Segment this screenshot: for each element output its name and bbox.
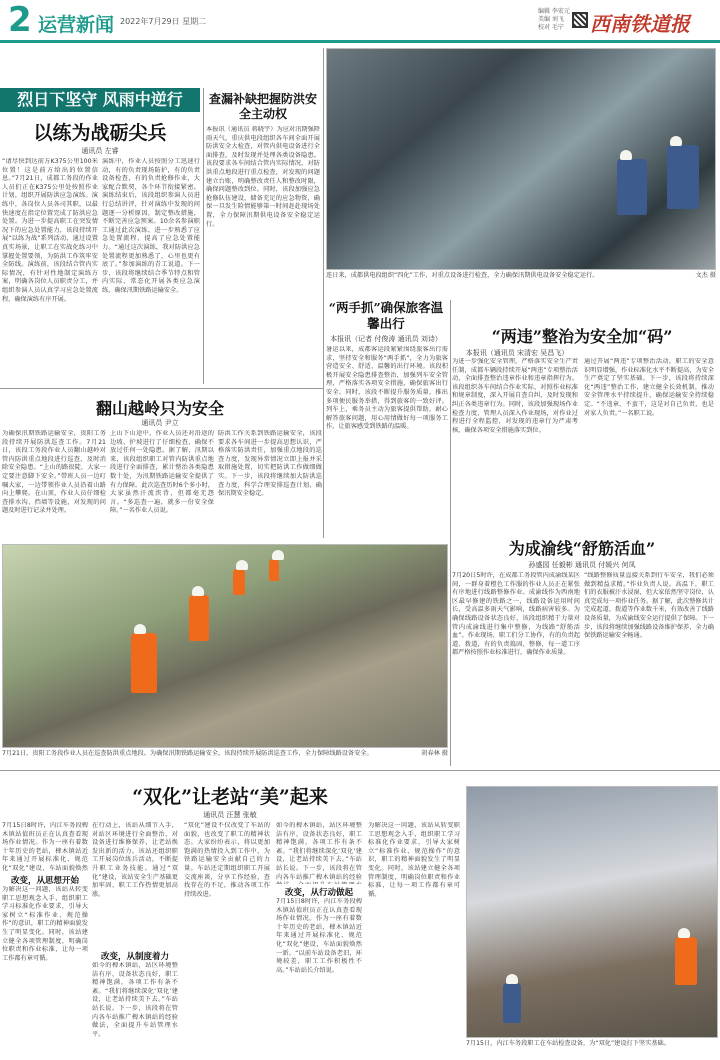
- qr-code-icon: [572, 12, 588, 28]
- photo-caption: [2, 750, 448, 766]
- section-divider: [0, 770, 720, 771]
- article-body: 本报讯（通讯员 蒋晓宇）为应对汛期强降雨天气，重庆供电段组织各车间全面开展防洪安全大检查，对管内供电设备进行全面排查，及时发现并处理各类设备隐患。该段要求各车间结合管内实际情况，对防洪重点地段进行重点检查，对发现的问题建立台账，明确整改责任人和整改时限，确保问题整改到位。同时，该段加强应急抢修队伍建设，储备充足的应急物资，确保一旦发生险情能够第一时间赶赴现场处置，全力保障汛期供电设备安全稳定运行。: [206, 126, 320, 228]
- article-body: 7月15日8时许，内江车务段椑木镇站值班员正在认真查看现场作业情况。作为一座有着数十年历史的老站，椑木镇站近年来通过开展标准化、规范化“双化”建设，车站面貌焕然一新。“以前车站设备老旧，环境较差，职工工作积极性不高。”车站站长介绍说。: [276, 898, 362, 974]
- article-body: “双化”建设不仅改变了车站的面貌，也改变了职工的精神状态。大家纷纷表示，将以更加饱满的热情投入到工作中，为铁路运输安全贡献自己的力量。车站还定期组织职工开展交流座谈，分享工作经验，查找存在的不足，推动各项工作持续改进。: [184, 822, 270, 898]
- equipment-inspection-photo: [326, 48, 716, 270]
- column-divider: [323, 48, 324, 538]
- credit-line: 编辑 李宏元: [538, 8, 570, 15]
- caption-text: 连日来，成都供电段组织“四化”工作，对重点设备进行检查，全力确保汛期供电设备安全稳定运行。: [326, 272, 599, 279]
- section-divider: [0, 388, 323, 389]
- column-divider: [450, 300, 451, 766]
- article-body: “线路整修质量直接关系到行车安全，我们必须做到精益求精。”作业负责人说。高温下，职工们的衣服被汗水浸湿，但大家依然坚守岗位，认真完成每一项作业任务。据了解，此次整修共计完成起道、拨道等作业数千米，有效改善了线路设备质量，为成渝线安全运行提供了保障。下一步，该段将继续加强线路设备维护保养，全力确保铁路运输安全畅通。: [584, 572, 714, 640]
- article-body: 为确保汛期铁路运输安全，贵阳工务段持续开展防洪巡查工作。7月21日，该段工务段作业人员翻山越岭对管内防洪重点地段进行巡查，及时消除安全隐患。“上山的路很陡，大家一定要注意脚下安全。”带班人员一边叮嘱大家，一边带领作业人员沿着山路向上攀爬。在山顶，作业人员仔细检查排水沟、挡墙等设施，对发现的问题及时进行记录并处理。: [2, 430, 106, 515]
- station-work-photo: [466, 786, 718, 1038]
- article-body: 演练中，作业人员按照分工迅速行动，有的负责现场防护，有的负责设备检查，有的负责抢修作业，大家配合默契，各个环节衔接紧密。演练结束后，该段组织参演人员进行总结讲评，针对演练中发现的问题逐一分析原因，制定整改措施，不断完善应急预案。10余名参演职工通过此次演练，进一步熟悉了应急处置流程，提高了应急处置能力。“通过这次演练，我对防洪应急处置流程更加熟悉了，心里也更有底了。”参加演练的青工说道。下一步，该段将继续结合季节特点和管内实际，常态化开展各类应急演练，确保汛期铁路运输安全。: [102, 158, 200, 294]
- article-body: 上山下山途中，作业人员还对沿途的边坡、护坡进行了仔细检查，确保不放过任何一处隐患。据了解，汛期以来，该段组织职工对管内防洪重点地段进行全面排查，累计整治各类隐患数十处，为汛期铁路运输安全提供了有力保障。此次巡查历时6个多小时，大家虽然汗流浃背，但都毫无怨言。“多巡查一遍，就多一份安全保障。”一名作业人员说。: [110, 430, 214, 515]
- article-title: “双化”让老站“美”起来: [132, 786, 328, 808]
- article-body: “请尽快到达前方K375公里100米位置！这是前方给出的位置信息。”7月21日，成都工务段的作业人员们正在K375公里处按照作业计划，组织开展防洪应急演练。演练中，各岗位人员各司其职，以最快速度在指定位置完成了防洪应急处置。为进一步提高职工在突发情况下的应急处置能力，该段持续开展“以练为战”系列活动，通过设置真实场景，让职工在实战化练习中掌握处置要领，为防洪工作筑牢安全防线。演练前，该段结合管内实际情况，有针对性地制定演练方案，明确各岗位人员职责分工，并组织参演人员认真学习应急处置流程，确保演练有序开展。: [2, 158, 98, 303]
- header-rule: [0, 40, 720, 43]
- article-body: 暑运以来，成都客运段紧紧围绕旅客出行需求，坚持安全和服务“两手抓”，全力为旅客营造安全、舒适、温馨的出行环境。该段积极开展安全隐患排查整治，加强列车安全管理，严格落实各项安全措施，确保旅客出行安全。同时，该段不断提升服务质量，推出多项便民服务举措，得到旅客的一致好评。列车上，乘务员主动为旅客提供帮助，耐心解答旅客问题，用心用情做好每一项服务工作，让旅客感受到铁路的温暖。: [326, 346, 448, 431]
- article-body: 7月15日8时许，内江车务段椑木镇站值班员正在认真查看现场作业情况。作为一座有着数十年历史的老站，椑木镇站近年来通过开展标准化、规范化“双化”建设，车站面貌焕然: [2, 822, 88, 872]
- page-number: 2: [8, 0, 32, 40]
- article-byline: 通讯员 左睿: [81, 147, 119, 155]
- photo-caption: 7月15日，内江车务段职工在车站检查设备，为“双化”建设打下坚实基础。: [466, 1040, 670, 1047]
- article-body: 在行动上，该站从细节入手，对站区环境进行全面整治，对设备进行维修保养，让老站焕发出新的活力。该站还组织职工开展岗位练兵活动，不断提升职工业务技能。通过“双化”建设，该站安全生产基础更加牢固，职工工作热情更加高涨。: [92, 822, 178, 898]
- article-byline: 本报讯（通讯员 宋清宏 吴昌飞）: [465, 349, 569, 357]
- article-byline: 本报讯（记者 付俊涛 通讯员 刘诗）: [330, 335, 442, 343]
- theme-banner: 烈日下坚守 风雨中逆行: [0, 88, 200, 112]
- article-subhead: 改变，从行动做起: [284, 888, 353, 898]
- article-title: “两违”整治为安全加“码”: [491, 327, 673, 346]
- article-byline: 通讯员 汪慧 张敏: [203, 811, 257, 819]
- article-title: 为成渝线“舒筋活血”: [508, 539, 656, 558]
- article-body: 防洪工作关系到铁路运输安全，该段要求各车间进一步提高思想认识，严格落实防洪责任，加强重点地段的巡查力度，发现异常情况立即上报并采取措施处置，切实把防洪工作做细做实。下一步，该段将继续加大防洪巡查力度，科学合理安排巡查计划，确保汛期安全稳定。: [218, 430, 322, 498]
- article-body: 为解决这一问题，该站从转变职工思想观念入手，组织职工学习标准化作业要求，引导大家树立“标准作业、规范操作”的意识，职工的精神面貌发生了明显变化。同时，该站建立健全各项管理制度，明确岗位职责和作业标准，让每一项工作都有章可循。: [2, 886, 88, 962]
- masthead-logo: 西南铁道报: [590, 12, 690, 36]
- article-body: 如今的椑木镇站，站区环境整洁有序，设备状态良好，职工精神饱满，各项工作有条不紊。“我们将继续深化‘双化’建设，让老站持续美下去。”车站站长说。下一步，该段将在管内各车站推广椑木镇站的经验做法，全面提升车站管理水平。: [92, 962, 178, 1038]
- article-byline: 孙盛园 任毅彬 通讯员 付媛兴 何凤: [528, 561, 636, 569]
- issue-date: 2022年7月29日 星期二: [120, 17, 207, 26]
- column-divider: [203, 88, 204, 384]
- article-byline: 通讯员 尹立: [141, 419, 179, 427]
- article-title: “两手抓”确保旅客温馨出行: [328, 300, 444, 331]
- section-title: 运营新闻: [38, 14, 115, 36]
- photo-credit: 胡春林 摄: [421, 750, 448, 757]
- credit-line: 校对 毛宁: [538, 24, 564, 31]
- photo-caption: [326, 272, 716, 298]
- article-body: 通过开展“两违”专项整治活动，职工的安全意识明显增强，作业标准化水平不断提高，为安全生产奠定了坚实基础。下一步，该段将持续深化“两违”整治工作，建立健全长效机制，推动安全管理水平持续提升，确保运输安全持续稳定。“不违章、不蛮干，这是对自己负责，也是对家人负责。”一名职工说。: [584, 358, 714, 417]
- article-title: 以练为战砺尖兵: [33, 122, 167, 144]
- photo-credit: 文杰 摄: [695, 272, 716, 279]
- railway-patrol-photo: [2, 544, 448, 748]
- article-body: 7月20日5时许，在成都工务段管内成渝线某区间，一群身着橙色工作服的作业人员正在紧张有序地进行线路整修作业。成渝线作为西南地区最早修建的铁路之一，线路设备运用时间长，受高温多雨天气影响，线路病害较多。为确保线路设备状态良好，该段组织精干力量对管内成渝线进行集中整修，为线路“舒筋活血”。作业现场，职工们分工协作，有的负责起道、拨道，有的负责捣固、整修，每一道工序都严格按照作业标准进行，确保作业质量。: [452, 572, 580, 657]
- article-title: 查漏补缺把握防洪安全主动权: [208, 92, 317, 121]
- article-body: 为解决这一问题，该站从转变职工思想观念入手，组织职工学习标准化作业要求，引导大家树立“标准作业、规范操作”的意识，职工的精神面貌发生了明显变化。同时，该站建立健全各项管理制度，明确岗位职责和作业标准，让每一项工作都有章可循。: [368, 822, 460, 898]
- article-body: 为进一步强化安全管理，严格落实安全生产责任制，成都车辆段持续开展“两违”专项整治活动，全面排查整治违章作业和违章指挥行为。该段组织各车间结合作业实际，对照作业标准和规章制度，深入开展自查自纠，及时发现和纠正各类违章行为。同时，该段加强现场作业检查力度，管理人员深入作业现场，对作业过程进行全程监控，对发现的违章行为严肃考核，确保各项安全措施落实到位。: [452, 358, 578, 434]
- credit-line: 美编 刘飞: [538, 16, 564, 23]
- article-body: 如今的椑木镇站，站区环境整洁有序，设备状态良好，职工精神饱满，各项工作有条不紊。“我们将继续深化‘双化’建设，让老站持续美下去。”车站站长说。下一步，该段将在管内各车站推广椑木镇站的经验: [276, 822, 362, 881]
- article-title: 翻山越岭只为安全: [95, 399, 224, 418]
- article-subhead: 改变，从思想开始: [10, 876, 79, 886]
- caption-text: 7月21日，贵阳工务段作业人员在巡查防洪重点地段。为确保汛期铁路运输安全，该段持续开展防洪巡查工作，全力保障线路设备安全。: [2, 750, 373, 757]
- article-subhead: 改变，从制度着力: [100, 952, 169, 962]
